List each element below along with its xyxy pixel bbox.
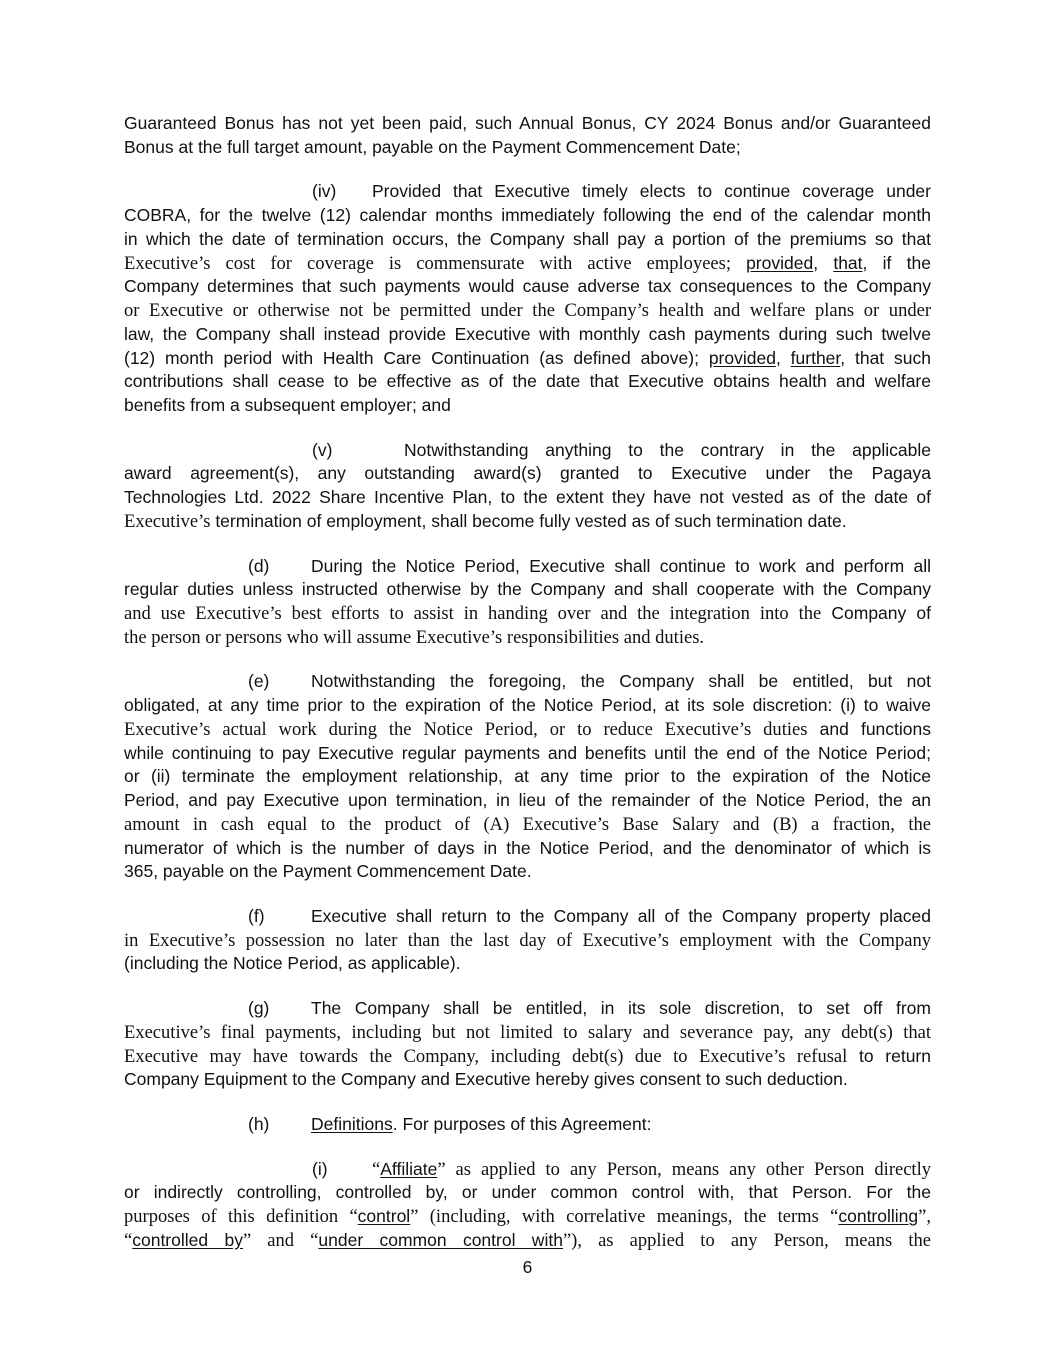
text-line	[124, 486, 931, 510]
text-segment: ,	[775, 347, 791, 368]
defined-term-control: control	[357, 1206, 411, 1226]
text-segment: and use Executive’s best efforts to assist in handing over and the integration into the	[124, 603, 822, 625]
text-segment: Company Equipment to the Company and Executive hereby gives consent to such deduction.	[124, 1069, 848, 1090]
text-segment: Company determines that such payments would cause adverse tax consequences to the Company	[124, 276, 931, 297]
text-line	[124, 694, 931, 718]
defined-term-controlling: controlling	[838, 1206, 919, 1226]
text-line	[124, 860, 931, 884]
defined-term-affiliate: Affiliate	[380, 1158, 438, 1179]
text-segment: termination of employment, shall become fully vested as of such termination date.	[210, 510, 847, 531]
text-line	[124, 394, 931, 418]
paragraph-f	[124, 905, 931, 976]
text-line	[124, 765, 931, 789]
text-segment: and functions	[807, 718, 931, 739]
text-segment: contributions shall cease to be effective as of the date that Executive obtains health and welfare	[124, 371, 931, 392]
text-line	[124, 1181, 931, 1205]
text-segment: Notwithstanding anything to the contrary in the applicable	[404, 439, 931, 460]
text-line	[124, 813, 931, 837]
defined-term-provided: provided	[746, 252, 814, 273]
text-segment: purposes of this definition “	[124, 1206, 358, 1227]
text-line	[124, 1021, 931, 1045]
text-segment: or (ii) terminate the employment relationship, at any time prior to the expiration of the Notice	[124, 766, 931, 787]
text-segment: numerator of which is the number of days in the Notice Period, and the denominator of which is	[124, 837, 931, 858]
text-line	[124, 370, 931, 394]
paragraph-g	[124, 997, 931, 1092]
paragraph-continuation	[124, 112, 931, 160]
text-line	[124, 112, 931, 136]
text-segment: while continuing to pay Executive regular payments and benefits until the end of the Notice Period;	[124, 742, 931, 763]
text-line	[124, 299, 931, 323]
text-segment: ”), as applied to any Person, means the	[562, 1229, 931, 1251]
text-segment: “	[372, 1158, 381, 1180]
text-line	[124, 204, 931, 228]
text-line	[124, 742, 931, 766]
clause-label-v: (v)	[312, 439, 333, 460]
text-line	[124, 602, 931, 626]
text-line	[124, 275, 931, 299]
clause-label-h: (h)	[248, 1113, 270, 1134]
text-line	[124, 1068, 931, 1092]
text-line	[124, 1113, 931, 1137]
text-line	[124, 1205, 931, 1229]
text-segment: obligated, at any time prior to the expiration of the Notice Period, at its sole discretion: (i) to waive	[124, 695, 931, 716]
text-segment: Executive’s actual work during the Notice Period, or to reduce Executive’s duties	[124, 718, 808, 740]
text-line	[124, 555, 931, 579]
text-segment: , that such	[840, 347, 931, 368]
text-line	[124, 626, 931, 650]
text-segment: to return	[847, 1045, 931, 1066]
text-segment: benefits from a subsequent employer; and	[124, 395, 451, 416]
text-segment: or indirectly controlling, controlled by, or under common control with, that Person. For the	[124, 1182, 931, 1203]
text-segment: Period, and pay Executive upon termination, in lieu of the remainder of the Notice Period, the an	[124, 790, 931, 811]
text-line	[124, 347, 931, 371]
defined-term-controlled-by: controlled by	[132, 1229, 243, 1250]
text-segment: Notwithstanding the foregoing, the Company shall be entitled, but not	[311, 671, 931, 692]
text-segment: law, the Company shall instead provide Executive with monthly cash payments during such twelve	[124, 323, 931, 344]
document-body	[124, 112, 931, 1273]
text-segment: ,	[813, 252, 834, 273]
text-line	[124, 439, 931, 463]
text-line	[124, 136, 931, 160]
text-segment: “	[124, 1229, 133, 1251]
text-segment: the person or persons who will assume Executive’s responsibilities and duties.	[124, 626, 705, 648]
clause-label-i: (i)	[312, 1158, 328, 1179]
text-segment: COBRA, for the twelve (12) calendar months immediately following the end of the calendar month	[124, 205, 931, 226]
defined-term-further: further	[790, 347, 841, 368]
text-segment: (including the Notice Period, as applicable).	[124, 953, 461, 974]
text-line	[124, 462, 931, 486]
clause-label-g: (g)	[248, 998, 270, 1019]
text-line	[124, 789, 931, 813]
paragraph-e	[124, 670, 931, 884]
paragraph-v	[124, 439, 931, 534]
paragraph-i	[124, 1158, 931, 1253]
clause-label-iv: (iv)	[312, 181, 337, 202]
text-segment: amount in cash equal to the product of (A) Executive’s Base Salary and (B) a fraction, the	[124, 813, 931, 835]
text-line	[124, 252, 931, 276]
text-segment: ” as applied to any Person, means any other Person directly	[437, 1158, 931, 1180]
text-segment: Guaranteed Bonus has not yet been paid, such Annual Bonus, CY 2024 Bonus and/or Guaranteed	[124, 113, 931, 133]
text-line	[124, 1045, 931, 1069]
text-segment: 365, payable on the Payment Commencement Date.	[124, 861, 532, 882]
text-segment: Executive’s	[124, 510, 211, 532]
paragraph-iv	[124, 180, 931, 418]
text-segment: Technologies Ltd. 2022 Share Incentive Plan, to the extent they have not vested as of the date of	[124, 487, 931, 508]
text-segment: Executive’s cost for coverage is commensurate with active employees;	[124, 252, 747, 274]
text-segment: ” and “	[242, 1229, 319, 1251]
text-segment: (12) month period with Health Care Continuation (as defined above);	[124, 347, 709, 368]
text-segment: or Executive or otherwise not be permitted under the Company’s health and welfare plans or under	[124, 300, 931, 322]
text-segment: Company of	[821, 603, 931, 624]
text-line	[124, 1229, 931, 1253]
text-line	[124, 997, 931, 1021]
text-line	[124, 929, 931, 953]
clause-label-f: (f)	[248, 905, 265, 926]
text-line	[124, 1158, 931, 1182]
defined-term-definitions: Definitions	[311, 1113, 393, 1134]
text-line	[124, 718, 931, 742]
text-segment: Executive may have towards the Company, including debt(s) due to Executive’s refusal	[124, 1045, 848, 1067]
text-segment: , if the	[862, 252, 931, 273]
paragraph-h	[124, 1113, 931, 1137]
text-segment: . For purposes of this Agreement:	[392, 1113, 652, 1134]
text-segment: Bonus at the full target amount, payable on the Payment Commencement Date;	[124, 136, 741, 157]
text-segment: ”,	[918, 1206, 931, 1227]
text-segment: Executive’s final payments, including but not limited to salary and severance pay, any debt(s) that	[124, 1021, 931, 1043]
text-segment: in Executive’s possession no later than the last day of Executive’s employment with the Company	[124, 929, 931, 951]
text-segment: in which the date of termination occurs, the Company shall pay a portion of the premiums so that	[124, 228, 931, 249]
defined-term-provided: provided	[708, 347, 776, 368]
text-segment: During the Notice Period, Executive shall continue to work and perform all	[311, 555, 931, 576]
text-line	[124, 323, 931, 347]
text-line	[124, 905, 931, 929]
defined-term-that: that	[833, 252, 863, 273]
text-segment: regular duties unless instructed otherwise by the Company and shall cooperate with the Company	[124, 579, 931, 600]
text-line	[124, 510, 931, 534]
paragraph-d	[124, 555, 931, 650]
text-line	[124, 578, 931, 602]
text-segment: award agreement(s), any outstanding award(s) granted to Executive under the Pagaya	[124, 463, 931, 484]
clause-label-d: (d)	[248, 555, 270, 576]
text-line	[124, 837, 931, 861]
defined-term-under-common-control-with: under common control with	[318, 1229, 563, 1250]
clause-label-e: (e)	[248, 671, 270, 692]
text-line	[124, 180, 931, 204]
text-line	[124, 228, 931, 252]
text-line	[124, 670, 931, 694]
page-number: 6	[522, 1257, 533, 1277]
text-segment: Provided that Executive timely elects to continue coverage under	[372, 181, 931, 202]
text-segment: ” (including, with correlative meanings, the terms “	[410, 1206, 839, 1227]
text-segment: The Company shall be entitled, in its sole discretion, to set off from	[311, 998, 931, 1019]
text-line	[124, 952, 931, 976]
text-segment: Executive shall return to the Company all of the Company property placed	[311, 905, 931, 926]
